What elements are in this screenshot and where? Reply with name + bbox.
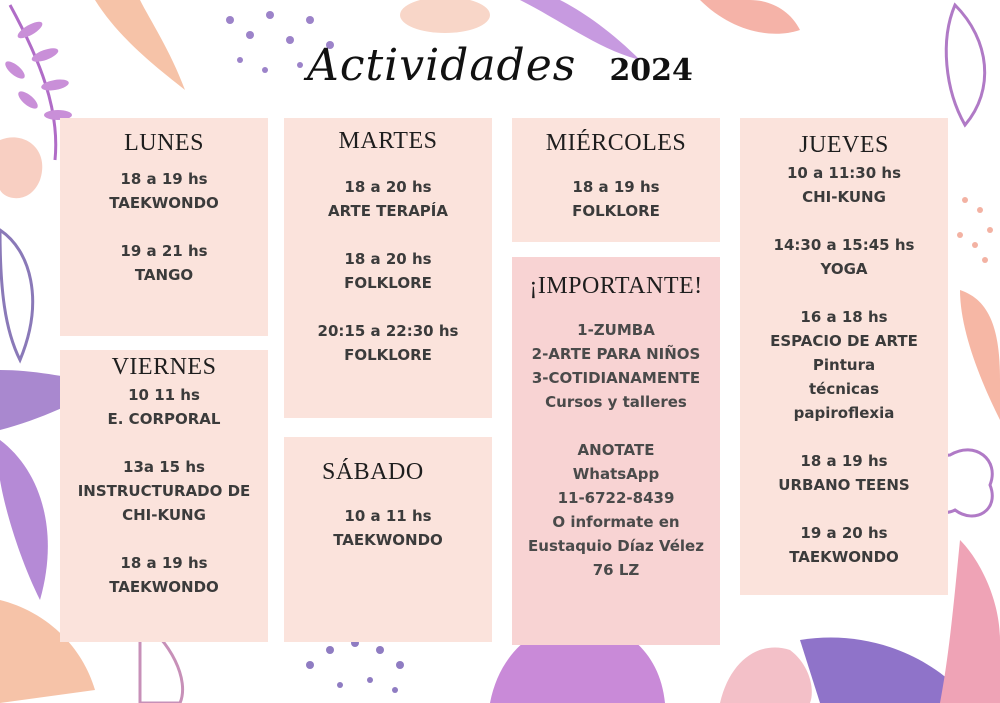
entry-time: 18 a 19 hs (800, 452, 888, 470)
peach-flower-icon (400, 0, 490, 33)
card-miercoles (512, 118, 720, 242)
title-year: 2024 (609, 53, 693, 88)
importante-line: 1-ZUMBA (577, 321, 655, 339)
entry-detail: técnicas (809, 380, 879, 398)
entry-activity: FOLKLORE (344, 346, 432, 364)
entry-time: 13a 15 hs (123, 458, 205, 476)
purple-leaf-left-icon (0, 230, 33, 360)
entry-activity: TANGO (134, 266, 194, 284)
card-lunes (60, 118, 268, 336)
contact-line: ANOTATE (577, 441, 655, 459)
day-title-martes: MARTES (338, 128, 438, 154)
dots-burst-right-icon (957, 197, 993, 263)
day-title-sabado: SÁBADO (322, 459, 424, 485)
contact-address: 76 LZ (592, 561, 640, 579)
entry-activity: TAEKWONDO (109, 194, 219, 212)
entry-time: 18 a 20 hs (344, 178, 432, 196)
entry-time: 18 a 20 hs (344, 250, 432, 268)
entry-time: 10 a 11:30 hs (786, 164, 902, 182)
peach-flower-left-icon (0, 137, 42, 198)
entry-activity: URBANO TEENS (778, 476, 910, 494)
page-title (0, 40, 1000, 91)
entry-activity: TAEKWONDO (109, 578, 219, 596)
entry-activity: CHI-KUNG (122, 506, 206, 524)
card-jueves (740, 118, 948, 595)
entry-time: 18 a 19 hs (572, 178, 660, 196)
entry-activity: CHI-KUNG (802, 188, 886, 206)
day-title-lunes: LUNES (124, 130, 204, 156)
purple-feather-icon (0, 440, 48, 600)
title-script: Actividades (307, 40, 577, 91)
peach-leaf-right-icon (960, 290, 1000, 420)
contact-address: Eustaquio Díaz Vélez (528, 537, 704, 555)
entry-activity: E. CORPORAL (107, 410, 221, 428)
contact-line: WhatsApp (572, 465, 660, 483)
entry-detail: Pintura (812, 356, 876, 374)
card-martes (284, 118, 492, 418)
entry-time: 18 a 19 hs (120, 170, 208, 188)
importante-line: 2-ARTE PARA NIÑOS (531, 345, 701, 363)
dots-burst-bottom-icon (306, 639, 404, 693)
entry-activity: ESPACIO DE ARTE (770, 332, 918, 350)
contact-line: O informate en (552, 513, 680, 531)
pink-flower-icon (700, 0, 800, 34)
entry-activity: FOLKLORE (344, 274, 432, 292)
entry-time: 10 11 hs (128, 386, 200, 404)
day-title-miercoles: MIÉRCOLES (545, 130, 687, 156)
entry-time: 10 a 11 hs (344, 507, 432, 525)
entry-activity: ARTE TERAPÍA (327, 202, 448, 220)
entry-time: 19 a 21 hs (120, 242, 208, 260)
contact-phone: 11-6722-8439 (557, 489, 675, 507)
importante-line: 3-COTIDIANAMENTE (531, 369, 701, 387)
card-viernes (60, 350, 268, 642)
card-sabado (284, 437, 492, 642)
entry-time: 19 a 20 hs (800, 524, 888, 542)
entry-activity: YOGA (820, 260, 868, 278)
entry-time: 16 a 18 hs (800, 308, 888, 326)
importante-line: Cursos y talleres (545, 393, 687, 411)
pink-flower-bottom-icon (720, 647, 812, 703)
entry-time: 20:15 a 22:30 hs (317, 322, 459, 340)
entry-time: 14:30 a 15:45 hs (773, 236, 915, 254)
purple-leaf-bottom-icon (800, 637, 960, 703)
entry-activity: INSTRUCTURADO DE (77, 482, 251, 500)
entry-activity: TAEKWONDO (789, 548, 899, 566)
pink-coral-right-icon (940, 540, 1000, 703)
entry-detail: papiroflexia (793, 404, 895, 422)
entry-time: 18 a 19 hs (120, 554, 208, 572)
card-importante (512, 257, 720, 645)
entry-activity: FOLKLORE (572, 202, 660, 220)
importante-title: ¡IMPORTANTE! (529, 273, 703, 299)
entry-activity: TAEKWONDO (333, 531, 443, 549)
day-title-jueves: JUEVES (799, 132, 889, 158)
day-title-viernes: VIERNES (111, 354, 217, 380)
